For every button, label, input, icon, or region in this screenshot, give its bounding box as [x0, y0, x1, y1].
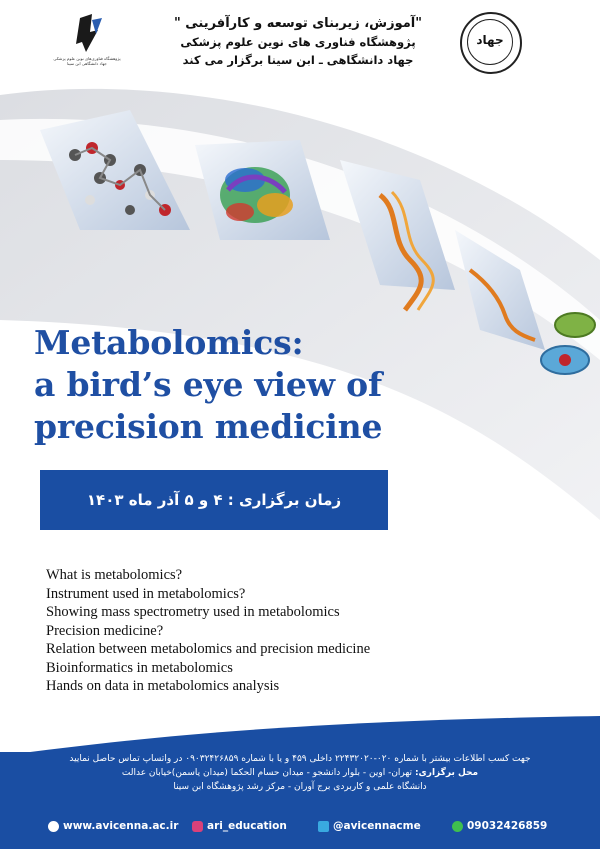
telegram-text: @avicennacme	[333, 820, 421, 832]
globe-icon	[48, 821, 59, 832]
topic-item: Instrument used in metabolomics?	[46, 585, 246, 602]
title-line-1: Metabolomics:	[34, 323, 304, 362]
dna-panel	[340, 160, 455, 290]
instagram-link[interactable]	[192, 814, 287, 838]
whatsapp-link[interactable]	[452, 814, 547, 838]
venue-label: محل برگزاری:	[414, 768, 479, 778]
contact-info-line: جهت کسب اطلاعات بیشتر با شماره ۰۲۰-۲۲۴۳۲۰۲۰ داخلی ۴۵۹ و یا با شماره ۰۹۰۳۲۴۲۶۸۵۹ در واتساپ تماس حاصل نمایید	[69, 754, 531, 764]
website-text: www.avicenna.ac.ir	[63, 820, 179, 832]
topics-list	[46, 566, 566, 696]
institute-name: پژوهشگاه فناوری های نوین علوم پزشکی	[180, 35, 416, 49]
whatsapp-icon	[452, 821, 463, 832]
whatsapp-text: 09032426859	[467, 820, 548, 832]
topic-item: Bioinformatics in metabolomics	[46, 659, 233, 676]
telegram-link[interactable]	[318, 814, 421, 838]
topic-item: Hands on data in metabolomics analysis	[46, 678, 280, 694]
telegram-icon	[318, 821, 329, 832]
jahad-logo	[460, 12, 522, 74]
venue-line	[20, 766, 580, 780]
website-link[interactable]	[48, 814, 178, 838]
instagram-icon	[192, 821, 203, 832]
topic-item: Relation between metabolomics and precision medicine	[46, 641, 371, 657]
venue-address: تهران- اوین - بلوار دانشجو - میدان حسام الحکما (میدان یاسمن)خیابان عدالت	[121, 768, 413, 778]
slogan: "آموزش، زیربنای توسعه و کارآفرینی "	[173, 16, 423, 31]
contact-links	[0, 814, 600, 838]
topic-item: Precision medicine?	[46, 622, 164, 639]
topic-item: Showing mass spectrometry used in metabolomics	[46, 604, 340, 620]
instagram-text: ari_education	[207, 820, 287, 832]
header	[0, 0, 600, 100]
institute-logo-caption: پژوهشگاه فناوری‌های نوین علوم پزشکی جهاد دانشگاهی ابن سینا	[53, 56, 121, 66]
title-line-2: a bird’s eye view of	[34, 365, 382, 404]
topic-item: What is metabolomics?	[46, 567, 183, 583]
event-date-box: زمان برگزاری : ۴ و ۵ آذر ماه ۱۴۰۳	[40, 470, 388, 530]
institute-logo	[52, 12, 122, 74]
event-title	[34, 322, 574, 448]
venue-line-2: دانشگاه علمی و کاربردی برج آوران - مرکز رشد پژوهشگاه ابن سینا	[173, 782, 427, 792]
institute-logo-icon	[52, 12, 122, 56]
title-line-3: precision medicine	[34, 407, 383, 446]
organizer-block	[150, 14, 446, 69]
jahad-logo-text: جهاد	[467, 19, 513, 65]
footer-info	[20, 752, 580, 794]
organizer-line: جهاد دانشگاهی ـ ابن سینا برگزار می کند	[182, 53, 414, 67]
